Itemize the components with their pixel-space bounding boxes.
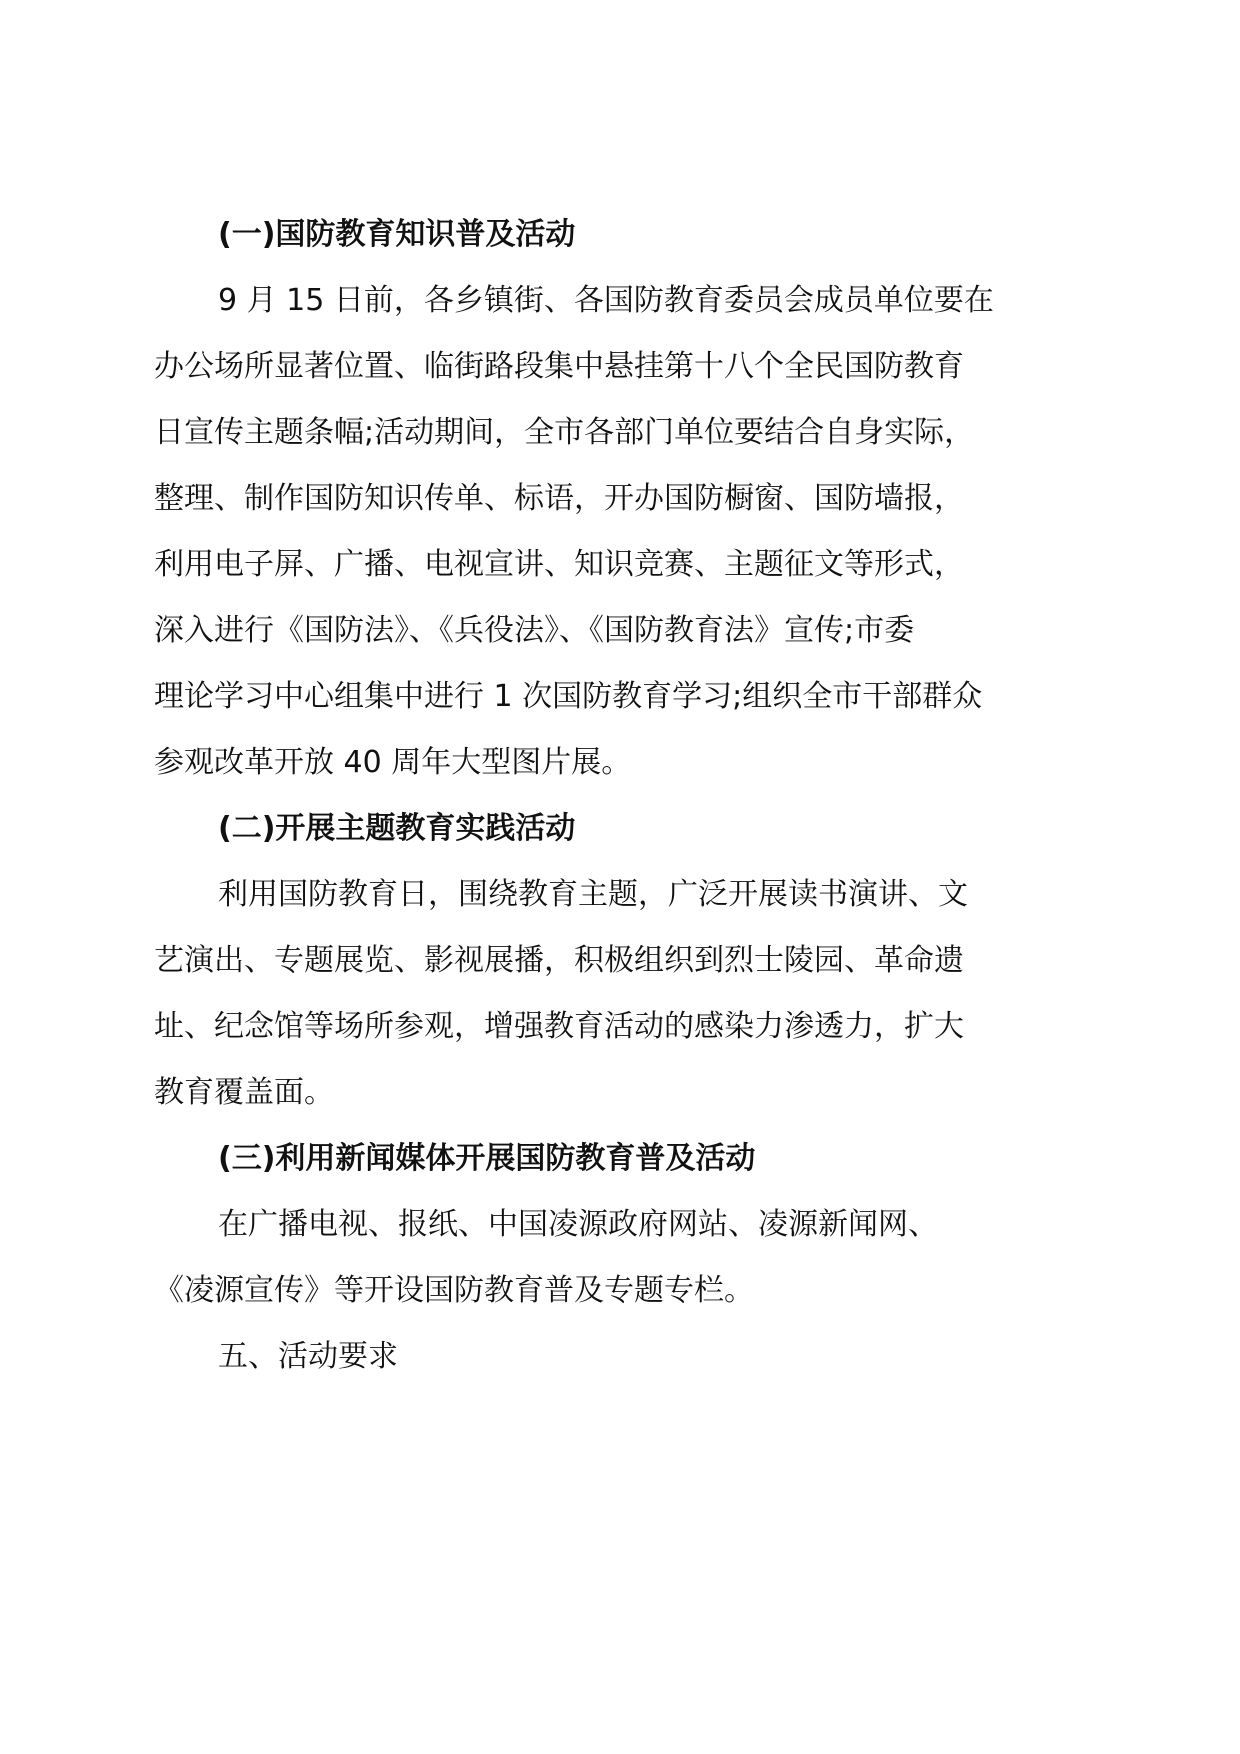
document-body — [154, 202, 1084, 1390]
paragraph-line: 教育覆盖面。 — [154, 1075, 334, 1110]
paragraph-line: 日宣传主题条幅;活动期间，全市各部门单位要结合自身实际， — [154, 415, 975, 450]
paragraph-line: 在广播电视、报纸、中国凌源政府网站、凌源新闻网、 — [218, 1207, 938, 1242]
paragraph-line: 《凌源宣传》等开设国防教育普及专题专栏。 — [154, 1273, 754, 1308]
paragraph-line: 理论学习中心组集中进行 1 次国防教育学习;组织全市干部群众 — [154, 679, 983, 714]
paragraph-line: 利用国防教育日，围绕教育主题，广泛开展读书演讲、文 — [218, 877, 968, 912]
paragraph-line: 整理、制作国防知识传单、标语，开办国防橱窗、国防墙报， — [154, 481, 964, 516]
paragraph-line: 办公场所显著位置、临街路段集中悬挂第十八个全民国防教育 — [154, 349, 964, 384]
paragraph-line: 利用电子屏、广播、电视宣讲、知识竞赛、主题征文等形式， — [154, 547, 964, 582]
paragraph-line: 参观改革开放 40 周年大型图片展。 — [154, 745, 632, 780]
paragraph-line: 艺演出、专题展览、影视展播，积极组织到烈士陵园、革命遗 — [154, 943, 964, 978]
section-heading-3: (三)利用新闻媒体开展国防教育普及活动 — [218, 1141, 756, 1176]
section-heading-2: (二)开展主题教育实践活动 — [218, 811, 576, 846]
closing-heading: 五、活动要求 — [218, 1339, 398, 1374]
paragraph-line: 址、纪念馆等场所参观，增强教育活动的感染力渗透力，扩大 — [154, 1009, 964, 1044]
section-heading-1: (一)国防教育知识普及活动 — [218, 217, 576, 252]
paragraph-line: 深入进行《国防法》、《兵役法》、《国防教育法》宣传;市委 — [154, 613, 915, 648]
paragraph-line: 9 月 15 日前，各乡镇街、各国防教育委员会成员单位要在 — [218, 283, 994, 318]
